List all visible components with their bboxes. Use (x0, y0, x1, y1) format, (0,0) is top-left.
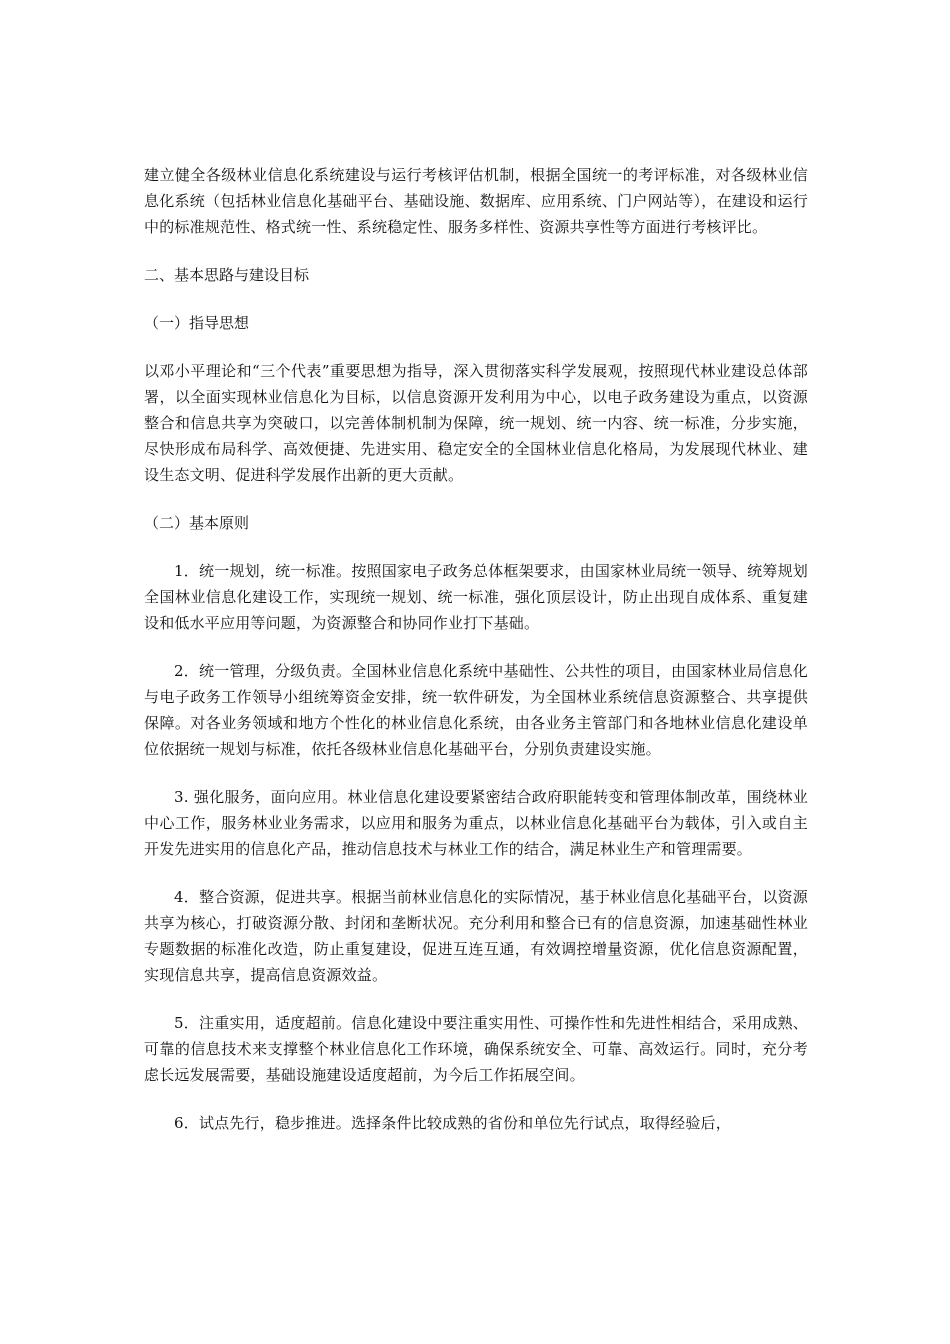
principle-item: 5．注重实用，适度超前。信息化建设中要注重实用性、可操作性和先进性相结合，采用成熟、可靠的信息技术来支撑整个林业信息化工作环境，确保系统安全、可靠、高效运行。同时，充分考虑长远发展需要，基础设施建设适度超前，为今后工作拓展空间。 (144, 1014, 808, 1084)
intro-paragraph: 建立健全各级林业信息化系统建设与运行考核评估机制，根据全国统一的考评标准，对各级林业信息化系统（包括林业信息化基础平台、基础设施、数据库、应用系统、门户网站等），在建设和运行中的标准规范性、格式统一性、系统稳定性、服务多样性、资源共享性等方面进行考核评比。 (144, 166, 808, 236)
subsection-title-principles: （二）基本原则 (144, 514, 250, 532)
principle-item: 1．统一规划，统一标准。按照国家电子政务总体框架要求，由国家林业局统一领导、统筹规划全国林业信息化建设工作，实现统一规划、统一标准，强化顶层设计，防止出现自成体系、重复建设和低水平应用等问题，为资源整合和协同作业打下基础。 (144, 562, 808, 632)
principle-item: 3. 强化服务，面向应用。林业信息化建设要紧密结合政府职能转变和管理体制改革，围绕林业中心工作，服务林业业务需求，以应用和服务为重点，以林业信息化基础平台为载体，引入或自主开发先进实用的信息化产品，推动信息技术与林业工作的结合，满足林业生产和管理需要。 (144, 788, 808, 858)
guiding-paragraph: 以邓小平理论和“三个代表”重要思想为指导，深入贯彻落实科学发展观，按照现代林业建设总体部署，以全面实现林业信息化为目标，以信息资源开发利用为中心，以电子政务建设为重点，以资源整合和信息共享为突破口，以完善体制机制为保障，统一规划、统一内容、统一标准，分步实施，尽快形成布局科学、高效便捷、先进实用、稳定安全的全国林业信息化格局，为发展现代林业、建设生态文明、促进科学发展作出新的更大贡献。 (144, 362, 808, 484)
subsection-title-guiding: （一）指导思想 (144, 314, 250, 332)
principle-item: 4．整合资源，促进共享。根据当前林业信息化的实际情况，基于林业信息化基础平台，以资源共享为核心，打破资源分散、封闭和垄断状况。充分利用和整合已有的信息资源，加速基础性林业专题数据的标准化改造，防止重复建设，促进互连互通，有效调控增量资源，优化信息资源配置，实现信息共享，提高信息资源效益。 (144, 888, 808, 984)
principle-item: 6．试点先行，稳步推进。选择条件比较成熟的省份和单位先行试点，取得经验后， (174, 1114, 731, 1132)
section-title: 二、基本思路与建设目标 (144, 266, 310, 284)
principle-item: 2．统一管理，分级负责。全国林业信息化系统中基础性、公共性的项目，由国家林业局信息化与电子政务工作领导小组统筹资金安排，统一软件研发，为全国林业系统信息资源整合、共享提供保障。对各业务领域和地方个性化的林业信息化系统，由各业务主管部门和各地林业信息化建设单位依据统一规划与标准，依托各级林业信息化基础平台，分别负责建设实施。 (144, 662, 808, 758)
document-page (144, 162, 808, 1136)
